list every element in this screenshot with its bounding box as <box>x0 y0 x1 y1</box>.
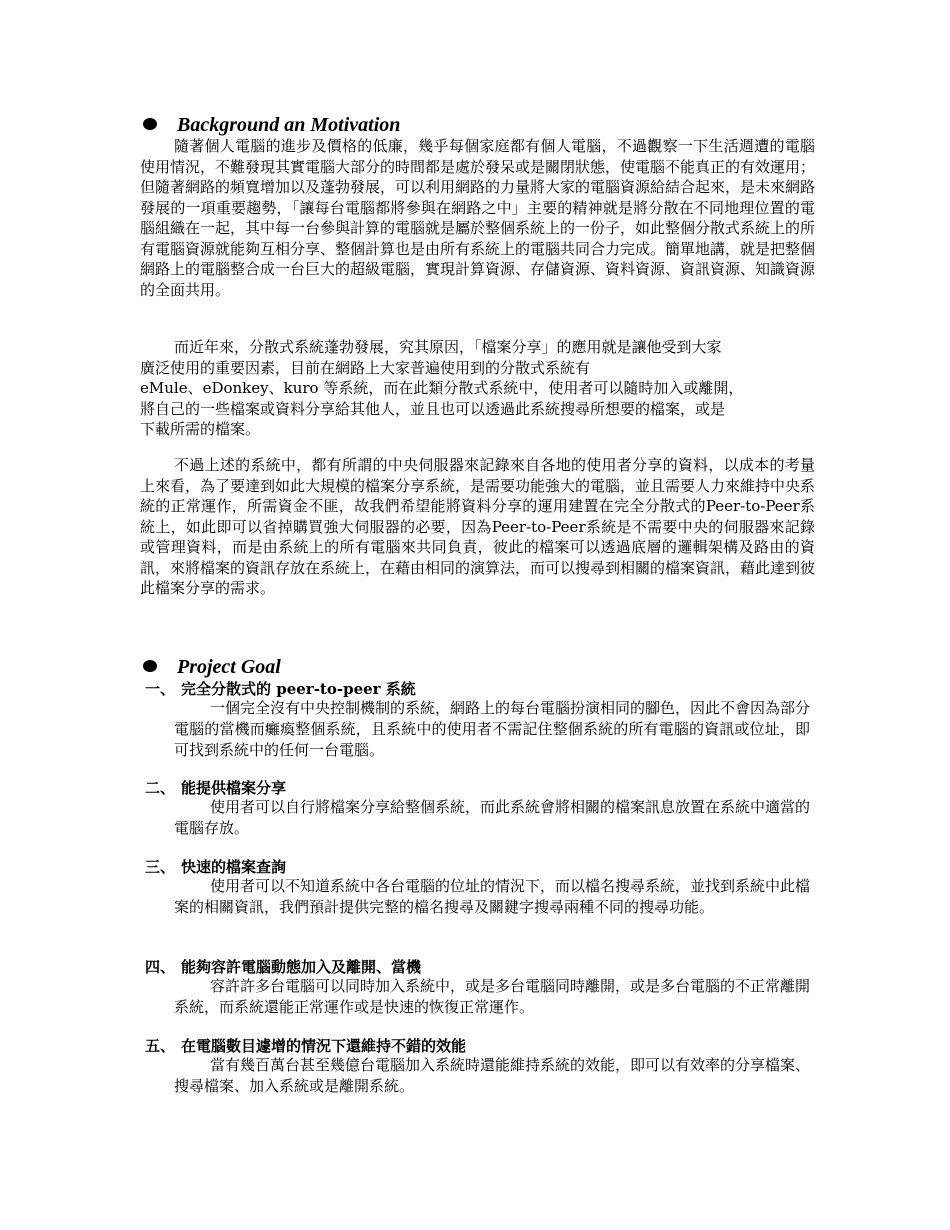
bullet-icon <box>143 118 157 130</box>
goal-heading <box>143 655 281 679</box>
paragraph-line: 廣泛使用的重要因素，目前在網路上大家普遍使用到的分散式系統有 <box>140 358 591 377</box>
goal-item-title-text: 在電腦數目遽增的情況下還維持不錯的效能 <box>181 1037 467 1055</box>
goal-item-title <box>145 957 421 977</box>
goal-item-title <box>145 679 416 699</box>
goal-item-title-text: 能提供檔案分享 <box>181 779 287 797</box>
paragraph-line: 下載所需的檔案。 <box>140 420 261 438</box>
paragraph-line: eMule、eDonkey、kuro 等系統，而在此類分散式系統中，使用者可以隨時加入或離開， <box>140 379 744 397</box>
background-heading <box>143 113 400 137</box>
goal-item-body: 容許許多台電腦可以同時加入系統中，或是多台電腦同時離開，或是多台電腦的不正常離開系統，而系統還能正常運作或是快速的恢復正常運作。 <box>174 977 811 1016</box>
goal-item-title-text: 完全分散式的 peer-to-peer 系統 <box>181 680 416 698</box>
paragraph-line: 而近年來，分散式系統蓬勃發展，究其原因，「檔案分享」的應用就是讓他受到大家 <box>174 338 722 356</box>
background-heading-text: Background an Motivation <box>177 114 401 136</box>
goal-item-number: 五、 <box>145 1037 176 1055</box>
background-paragraph-1: 隨著個人電腦的進步及價格的低廉，幾乎每個家庭都有個人電腦，不過觀察一下生活週遭的電腦使用情況，不難發現其實電腦大部分的時間都是處於發呆或是關閉狀態，使電腦不能真正的有效運用；但隨著網路的頻寬增加以及蓬勃發展，可以利用網路的力量將大家的電腦資源給結合起來，是未來網路發展的一項重要趨勢，「讓每台電腦都將參與在網路之中」主要的精神就是將分散在不同地理位置的電腦組織在一起，其中每一台參與計算的電腦就是屬於整個系統上的一份子，如此整個分散式系統上的所有電腦資源就能夠互相分享、整個計算也是由所有系統上的電腦共同合力完成。簡單地講，就是把整個網路上的電腦整合成一台巨大的超級電腦，實現計算資源、存儲資源、資料資源、資訊資源、知識資源的全面共用。 <box>140 137 816 299</box>
paragraph-line: 將自己的一些檔案或資料分享給其他人，並且也可以透過此系統搜尋所想要的檔案，或是 <box>140 399 726 418</box>
goal-item-number: 四、 <box>145 958 176 976</box>
goal-heading-text: Project Goal <box>177 656 281 678</box>
background-paragraph-2 <box>140 337 815 440</box>
goal-item-body: 使用者可以不知道系統中各台電腦的位址的情況下，而以檔名搜尋系統，並找到系統中此檔案的相關資訊，我們預計提供完整的檔名搜尋及關鍵字搜尋兩種不同的搜尋功能。 <box>174 877 811 916</box>
bullet-icon <box>143 660 157 672</box>
goal-item-body: 當有幾百萬台甚至幾億台電腦加入系統時還能維持系統的效能，即可以有效率的分享檔案、搜尋檔案、加入系統或是離開系統。 <box>174 1056 811 1095</box>
goal-item-body: 一個完全沒有中央控制機制的系統，網路上的每台電腦扮演相同的腳色，因此不會因為部分電腦的當機而癱瘓整個系統，且系統中的使用者不需記住整個系統的所有電腦的資訊或位址，即可找到系統中的任何一台電腦。 <box>174 699 811 759</box>
goal-item-title-text: 快速的檔案查詢 <box>181 858 287 876</box>
goal-item-number: 三、 <box>145 858 176 876</box>
goal-item-number: 二、 <box>145 779 176 797</box>
goal-item-title-text: 能夠容許電腦動態加入及離開、當機 <box>181 958 422 976</box>
goal-item-title <box>145 1036 466 1056</box>
goal-item-title <box>145 778 286 798</box>
background-paragraph-3: 不過上述的系統中，都有所謂的中央伺服器來記錄來自各地的使用者分享的資料，以成本的考量上來看，為了要達到如此大規模的檔案分享系統，是需要功能強大的電腦，並且需要人力來維持中央系統的正常運作，所需資金不匪，故我們希望能將資料分享的運用建置在完全分散式的Peer-to-Peer系統上，如此即可以省掉購買強大伺服器的必要，因為Peer-to-Peer系統是不需要中央的伺服器來記錄或管理資料，而是由系統上的所有電腦來共同負責，彼此的檔案可以透過底層的邏輯架構及路由的資訊，來將檔案的資訊存放在系統上，在藉由相同的演算法，而可以搜尋到相關的檔案資訊，藉此達到彼此檔案分享的需求。 <box>140 456 816 597</box>
goal-item-title <box>145 857 286 877</box>
goal-item-number: 一、 <box>145 680 176 698</box>
goal-item-body: 使用者可以自行將檔案分享給整個系統，而此系統會將相關的檔案訊息放置在系統中適當的電腦存放。 <box>174 798 811 837</box>
